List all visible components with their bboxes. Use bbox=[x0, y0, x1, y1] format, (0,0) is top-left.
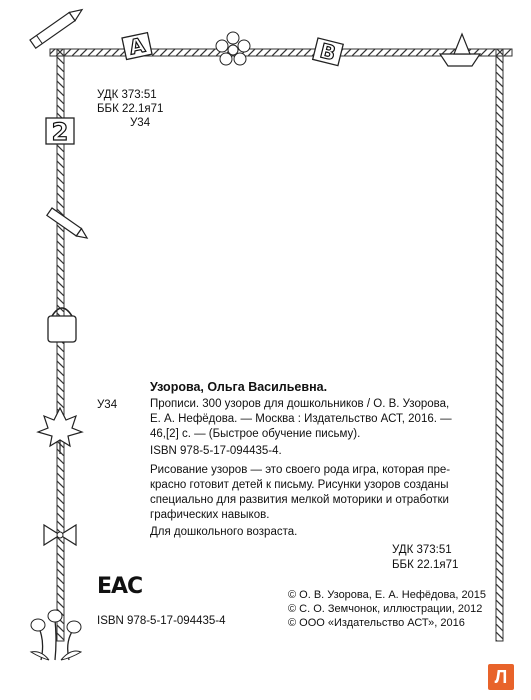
watermark-logo: Л bbox=[488, 664, 514, 690]
flower-icon bbox=[216, 32, 250, 65]
plant-icon bbox=[31, 610, 81, 660]
copyright-line-2: © С. О. Земчонок, иллюстрации, 2012 bbox=[288, 603, 483, 615]
description-line-3: 46,[2] с. — (Быстрое обучение письму). bbox=[150, 428, 361, 440]
udk-bottom: УДК 373:51 bbox=[392, 544, 452, 556]
annotation-line-3: специально для развития мелкой моторики и отработки bbox=[150, 494, 449, 506]
bbk-top: ББК 22.1я71 bbox=[97, 103, 164, 115]
annotation-line-1: Рисование узоров — это своего рода игра, которая пре- bbox=[150, 464, 451, 476]
author-mark-top: У34 bbox=[130, 117, 151, 129]
leaf-icon bbox=[38, 408, 82, 454]
annotation-line-2: красно готовит детей к письму. Рисунки узоров созданы bbox=[150, 479, 449, 491]
svg-text:2: 2 bbox=[51, 118, 69, 146]
svg-text:А: А bbox=[126, 32, 148, 60]
pencil-icon-left bbox=[47, 208, 90, 242]
rope-right bbox=[496, 49, 503, 641]
author-name: Узорова, Ольга Васильевна. bbox=[150, 380, 328, 394]
svg-text:В: В bbox=[317, 38, 339, 66]
eac-certification-mark: ЕАС bbox=[97, 574, 143, 599]
description-line-1: Прописи. 300 узоров для дошкольников / О. В. Узорова, bbox=[150, 398, 450, 410]
isbn-record: ISBN 978-5-17-094435-4. bbox=[150, 445, 282, 457]
isbn-footer: ISBN 978-5-17-094435-4 bbox=[97, 615, 226, 627]
copyright-line-1: © О. В. Узорова, Е. А. Нефёдова, 2015 bbox=[288, 589, 486, 601]
number-two-block bbox=[46, 118, 74, 146]
udk-top: УДК 373:51 bbox=[97, 89, 157, 101]
description-line-2: Е. А. Нефёдова. — Москва : Издательство АСТ, 2016. — bbox=[150, 413, 452, 425]
author-mark: У34 bbox=[97, 399, 118, 411]
copyright-line-3: © ООО «Издательство АСТ», 2016 bbox=[288, 617, 465, 629]
pencil-icon bbox=[30, 6, 85, 49]
bbk-bottom: ББК 22.1я71 bbox=[392, 559, 459, 571]
letter-b-block bbox=[312, 37, 343, 67]
annotation-line-4: графических навыков. bbox=[150, 509, 270, 521]
age-rating: Для дошкольного возраста. bbox=[150, 526, 298, 538]
